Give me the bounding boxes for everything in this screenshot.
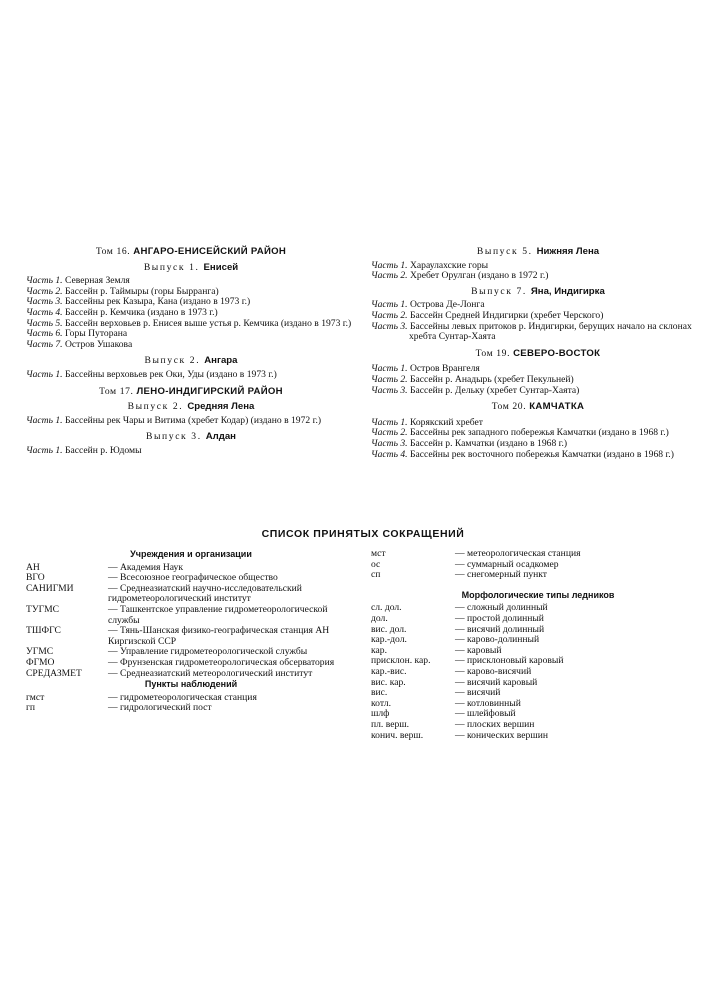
institutions-heading: Учреждения и организации	[130, 549, 252, 559]
abbreviation: вис. кар.	[371, 676, 406, 688]
part-entry	[26, 370, 356, 381]
part-text: Бассейны верховьев рек Оки, Уды (издано в 1973 г.)	[64, 368, 277, 380]
abbreviation-row	[26, 584, 356, 605]
part-label: Часть 2.	[26, 285, 63, 297]
abbreviation-row	[371, 678, 705, 689]
volume-heading: Том 19. СЕВЕРО-ВОСТОК	[475, 347, 601, 359]
abbreviation: сп	[371, 569, 381, 581]
abbreviation-meaning: — присклоновый каровый	[455, 655, 564, 667]
volume-heading: Том 16. АНГАРО-ЕНИСЕЙСКИЙ РАЙОН	[95, 246, 287, 257]
part-label: Часть 7.	[26, 338, 63, 350]
abbreviation: САНИГМИ	[26, 582, 74, 594]
parts-list	[371, 261, 705, 282]
issue-heading: Выпуск 2. Ангара	[144, 355, 238, 367]
abbreviation-row	[371, 656, 705, 667]
part-text: Северная Земля	[64, 275, 130, 287]
abbreviations-title: СПИСОК ПРИНЯТЫХ СОКРАЩЕНИЙ	[261, 528, 465, 540]
abbreviation-meaning: — Тянь-Шанская физико-географическая станция АН Киргизской ССР	[108, 625, 330, 647]
abbreviation-row	[26, 703, 356, 714]
abbreviation-row	[371, 614, 705, 625]
parts-list	[371, 364, 705, 396]
abbreviation-row	[371, 667, 705, 678]
abbreviation-row	[26, 605, 356, 626]
abbreviation-meaning: — Управление гидрометеорологической службы	[108, 646, 308, 658]
part-label: Часть 2.	[371, 427, 408, 439]
abbreviation-row	[371, 720, 705, 731]
part-text: Остров Ушакова	[64, 338, 133, 350]
abbreviation: ВГО	[26, 572, 45, 584]
abbreviation: кар.-вис.	[371, 665, 407, 677]
abbreviation-row	[371, 570, 705, 581]
part-label: Часть 3.	[26, 296, 63, 308]
abbreviation-row	[26, 658, 356, 669]
abbreviations-right-column	[371, 549, 705, 741]
part-text: Бассейны рек Казыра, Кана (издано в 1973 г.)	[64, 296, 251, 308]
part-label: Часть 1.	[26, 275, 63, 287]
parts-list	[371, 418, 705, 460]
part-label: Часть 1.	[26, 444, 63, 456]
abbreviation-meaning: — висячий долинный	[455, 623, 545, 635]
abbreviation: конич. верш.	[371, 729, 424, 741]
abbreviation-meaning: — сложный долинный	[455, 602, 548, 614]
part-text: Хребет Орулган (издано в 1972 г.)	[409, 270, 549, 282]
abbreviation-meaning: — Ташкентское управление гидрометеорологической службы	[108, 603, 328, 626]
observation-points-heading: Пункты наблюдений	[144, 679, 238, 690]
part-text: Бассейн р. Камчатки (издано в 1968 г.)	[409, 437, 568, 449]
abbreviation: сл. дол.	[371, 602, 402, 614]
abbreviation: вис. дол.	[371, 623, 407, 635]
part-entry	[26, 340, 356, 351]
abbreviation-meaning: — суммарный осадкомер	[455, 558, 559, 570]
part-label: Часть 1.	[371, 363, 408, 375]
part-text: Бассейн р. Таймыры (горы Бырранга)	[64, 285, 219, 297]
abbreviation: УГМС	[26, 646, 54, 658]
part-text: Острова Де-Лонга	[409, 299, 485, 311]
abbreviation-row	[26, 669, 356, 680]
abbreviation-meaning: — карово-долинный	[455, 634, 540, 646]
part-text: Бассейн р. Дельку (хребет Сунтар-Хаята)	[409, 384, 580, 396]
part-label: Часть 4.	[371, 448, 408, 460]
abbreviation-meaning: — конических вершин	[455, 729, 548, 741]
abbreviation: АН	[26, 561, 40, 573]
abbreviation: шлф	[371, 708, 390, 720]
issue-heading: Выпуск 1. Енисей	[143, 261, 239, 273]
part-label: Часть 3.	[371, 320, 408, 332]
abbreviation: ТШФГС	[26, 625, 61, 637]
abbreviation-meaning: — висячий каровый	[455, 676, 538, 688]
glacier-types-heading: Морфологические типы ледников	[461, 589, 615, 600]
part-label: Часть 5.	[26, 317, 63, 329]
parts-list	[26, 416, 356, 427]
abbreviation-meaning: — Всесоюзное географическое общество	[108, 572, 278, 584]
glacier-types-list	[371, 603, 705, 741]
abbreviation: ФГМО	[26, 656, 55, 668]
part-text: Бассейны рек Чары и Витима (хребет Кодар) (издано в 1972 г.)	[64, 414, 322, 426]
parts-list	[371, 300, 705, 342]
parts-list	[26, 276, 356, 350]
abbreviation-row	[371, 549, 705, 560]
abbreviation: гмст	[26, 691, 45, 703]
abbreviation-row	[371, 688, 705, 699]
abbreviation: присклон. кар.	[371, 655, 431, 667]
part-text: Остров Врангеля	[409, 363, 480, 375]
part-entry	[26, 446, 356, 457]
abbreviation-meaning: — висячий	[455, 687, 501, 699]
abbreviation-meaning: — гидрометеорологическая станция	[108, 691, 257, 703]
part-text: Бассейны левых притоков р. Индигирки, берущих начало на склонах хребта Сунтар-Хаята	[409, 320, 692, 343]
part-text: Бассейн Средней Индигирки (хребет Черского)	[409, 309, 604, 321]
catalog-left-column	[26, 247, 356, 457]
catalog-right-column	[371, 247, 705, 460]
part-text: Корякский хребет	[409, 416, 483, 428]
abbreviations-left-column	[26, 549, 356, 714]
abbreviation-meaning: — метеорологическая станция	[455, 548, 581, 559]
part-label: Часть 2.	[371, 309, 408, 321]
abbreviation: котл.	[371, 697, 391, 709]
abbreviation-meaning: — простой долинный	[455, 612, 544, 624]
abbreviation: дол.	[371, 612, 388, 624]
abbreviation: ос	[371, 558, 381, 570]
abbreviation-meaning: — Академия Наук	[108, 561, 184, 573]
abbreviation: пл. верш.	[371, 718, 410, 730]
abbreviation-meaning: — Фрунзенская гидрометеорологическая обсерватория	[108, 656, 335, 668]
part-label: Часть 2.	[371, 270, 408, 282]
institutions-list	[26, 563, 356, 680]
abbreviation-meaning: — шлейфовый	[455, 708, 516, 720]
abbreviation-row	[371, 731, 705, 742]
abbreviation-meaning: — Среднеазиатский научно-исследовательский гидрометеорологический институт	[108, 582, 302, 605]
part-label: Часть 1.	[26, 414, 63, 426]
part-entry	[371, 450, 705, 461]
part-label: Часть 3.	[371, 437, 408, 449]
part-text: Бассейны рек восточного побережья Камчатки (издано в 1968 г.)	[409, 448, 674, 460]
abbreviation-row	[371, 699, 705, 710]
abbreviation-row	[26, 626, 356, 647]
observation-points-list	[26, 693, 356, 714]
abbreviation: мст	[371, 548, 386, 559]
part-entry	[371, 271, 705, 282]
abbreviation: кар.	[371, 644, 387, 656]
part-label: Часть 6.	[26, 328, 63, 340]
issue-heading: Выпуск 7. Яна, Индигирка	[471, 285, 605, 297]
part-label: Часть 1.	[371, 259, 408, 271]
part-label: Часть 2.	[371, 373, 408, 385]
stations-list	[371, 549, 705, 581]
part-text: Бассейн р. Юдомы	[64, 444, 142, 456]
issue-heading: Выпуск 5. Нижняя Лена	[476, 246, 600, 257]
volume-heading: Том 20. КАМЧАТКА	[491, 401, 585, 413]
issue-heading: Выпуск 2. Средняя Лена	[127, 401, 255, 413]
part-text: Горы Путорана	[64, 328, 128, 340]
abbreviation: ТУГМС	[26, 603, 60, 615]
abbreviation-meaning: — карово-висячий	[455, 665, 532, 677]
part-text: Бассейн верховьев р. Енисея выше устья р. Кемчика (издано в 1973 г.)	[64, 317, 352, 329]
part-label: Часть 1.	[26, 368, 63, 380]
abbreviation-meaning: — снегомерный пункт	[455, 569, 547, 581]
abbreviation-row	[371, 635, 705, 646]
part-text: Бассейн р. Кемчика (издано в 1973 г.)	[64, 306, 218, 318]
abbreviation: гп	[26, 702, 36, 714]
part-entry	[371, 386, 705, 397]
part-label: Часть 1.	[371, 416, 408, 428]
abbreviation-meaning: — каровый	[455, 644, 502, 656]
part-label: Часть 3.	[371, 384, 408, 396]
abbreviation: вис.	[371, 687, 388, 699]
volume-heading: Том 17. ЛЕНО-ИНДИГИРСКИЙ РАЙОН	[99, 385, 283, 397]
abbreviation-meaning: — плоских вершин	[455, 718, 535, 730]
abbreviation: СРЕДАЗМЕТ	[26, 667, 82, 679]
issue-heading: Выпуск 3. Алдан	[146, 431, 236, 443]
parts-list	[26, 370, 356, 381]
part-text: Бассейн р. Анадырь (хребет Пекульней)	[409, 373, 574, 385]
part-entry	[26, 416, 356, 427]
abbreviation-row	[371, 709, 705, 720]
abbreviation-meaning: — Среднеазиатский метеорологический институт	[108, 667, 313, 679]
abbreviation-meaning: — котловинный	[455, 697, 521, 709]
abbreviation-meaning: — гидрологический пост	[108, 702, 212, 714]
parts-list	[26, 446, 356, 457]
part-label: Часть 1.	[371, 299, 408, 311]
part-entry	[371, 322, 705, 343]
part-label: Часть 4.	[26, 306, 63, 318]
abbreviation: кар.-дол.	[371, 634, 407, 646]
part-text: Хараулахские горы	[409, 259, 489, 271]
part-text: Бассейны рек западного побережья Камчатки (издано в 1968 г.)	[409, 427, 669, 439]
